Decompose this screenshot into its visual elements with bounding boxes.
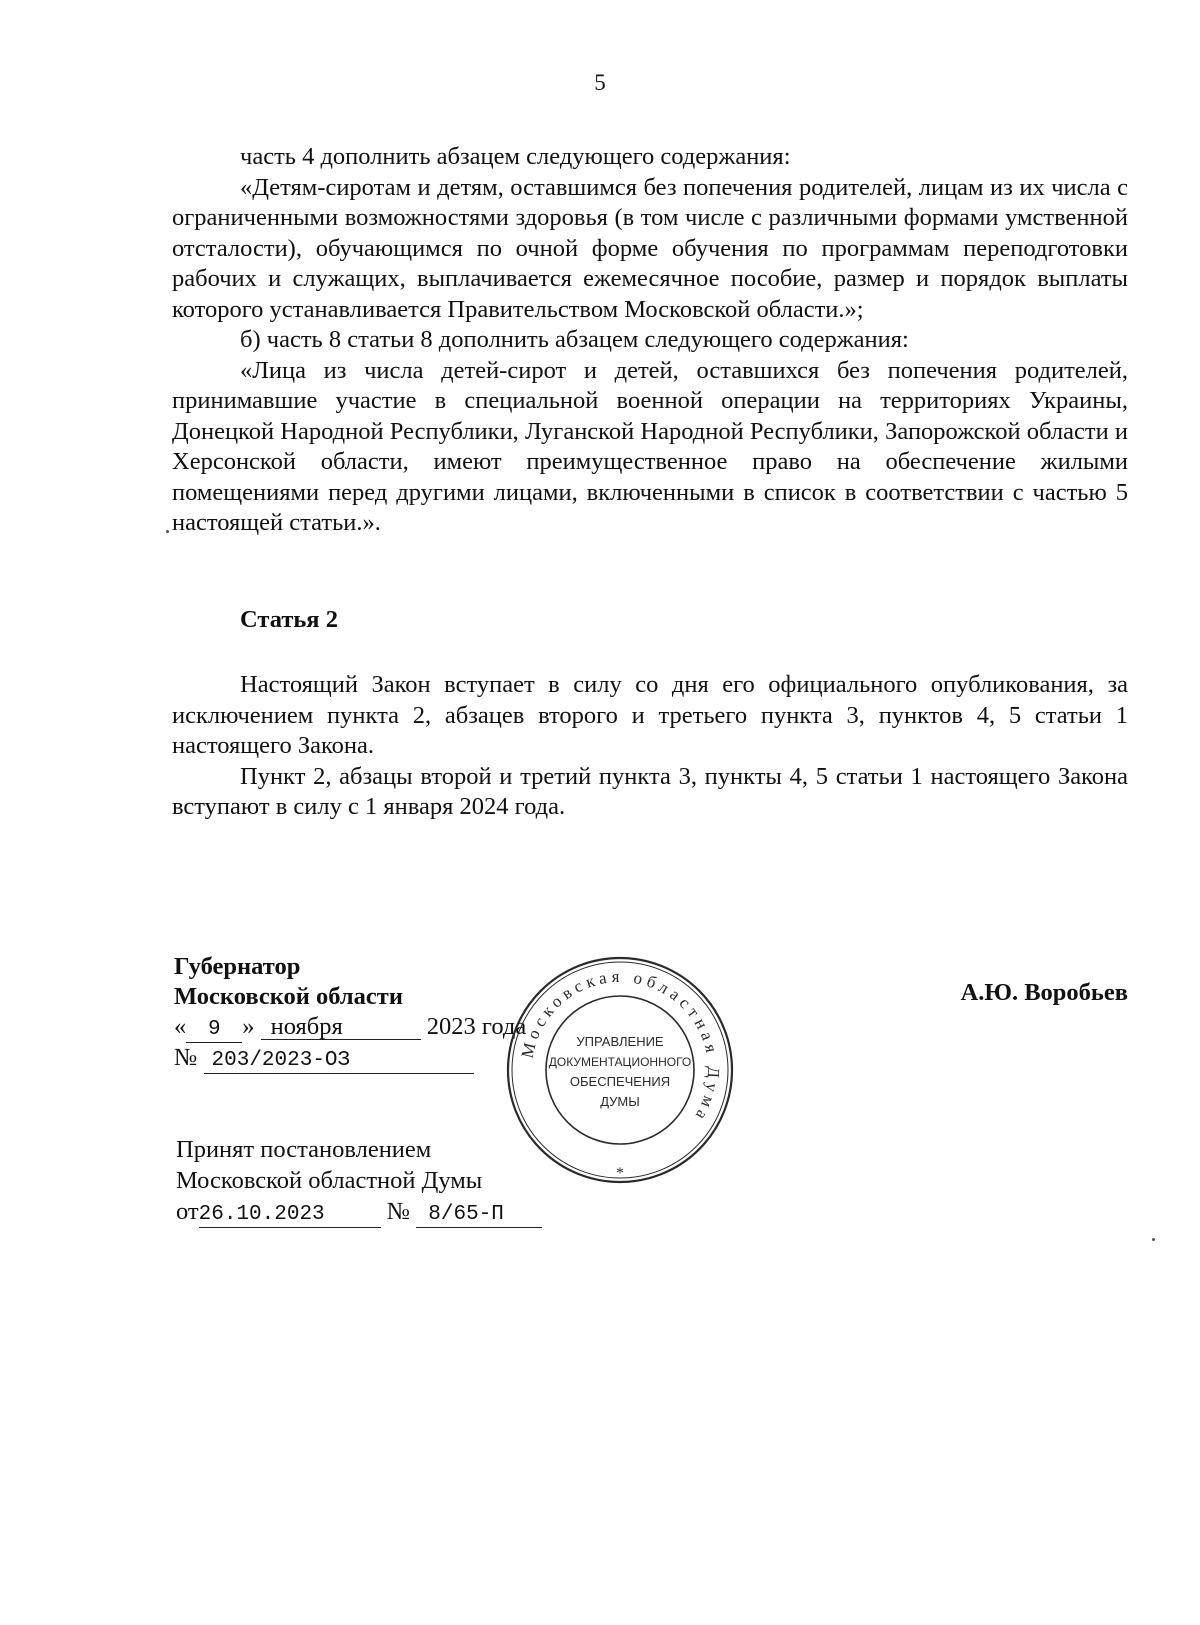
seal-line3: ОБЕСПЕЧЕНИЯ [569, 1074, 671, 1089]
amendment-paragraph: «Лица из числа детей-сирот и детей, оставшихся без попечения родителей, принимавшие участие в специальной военной операции на территориях Украины, Донецкой Народной Республики, Луганской Народной Республики, Запорожской области и Херсонской области, имеют преимущественное право на обеспечение жилыми помещениями перед другими лицами, включенными в список в соответствии с частью 5 настоящей статьи.». [172, 356, 1128, 536]
signing-date-line [174, 1012, 526, 1043]
quote-open: « [174, 1013, 187, 1040]
article-2-title: Статья 2 [240, 606, 338, 633]
signer-name: А.Ю. Воробьев [960, 979, 1128, 1006]
governor-signature-block [174, 952, 526, 1074]
scan-speck [1152, 1238, 1155, 1241]
signing-month-field: ноября [261, 1015, 421, 1040]
scan-speck [166, 530, 169, 533]
law-number-line [174, 1043, 526, 1074]
seal-outer-ring-thin [512, 962, 728, 1178]
seal-inner-ring [546, 996, 694, 1144]
governor-title-line1: Губернатор [174, 953, 301, 980]
seal-line2: ДОКУМЕНТАЦИОННОГО [548, 1055, 692, 1069]
quote-close: » [242, 1013, 255, 1040]
adoption-block [176, 1134, 542, 1228]
amendment-paragraph: «Детям-сиротам и детям, оставшимся без попечения родителей, лицам из их числа с ограниченными возможностями здоровья (в том числе с различными формами умственной отсталости), обучающимся по очной форме обучения по программам переподготовки рабочих и служащих, выплачивается ежемесячное пособие, размер и порядок выплаты которого устанавливается Правительством Московской области.»; [172, 173, 1128, 323]
governor-title-line2: Московской области [174, 983, 403, 1010]
amendment-paragraph: б) часть 8 статьи 8 дополнить абзацем следующего содержания: [240, 326, 909, 353]
adoption-number-field: 8/65-П [416, 1203, 542, 1228]
law-number-label: № [174, 1044, 198, 1071]
seal-line4: ДУМЫ [600, 1094, 640, 1109]
official-seal-stamp [504, 954, 736, 1186]
adoption-date-field: 26.10.2023 [199, 1203, 381, 1228]
seal-ring-textpath: Московская областная Дума [517, 966, 724, 1127]
adoption-line1: Принят постановлением [176, 1136, 432, 1163]
adoption-from-label: от [176, 1198, 199, 1225]
seal-line1: УПРАВЛЕНИЕ [576, 1034, 664, 1049]
amendments-block [172, 142, 1128, 539]
article-paragraph: Пункт 2, абзацы второй и третий пункта 3, пункты 4, 5 статьи 1 настоящего Закона вступают в силу с 1 января 2024 года. [172, 762, 1128, 820]
adoption-date-line [176, 1196, 542, 1228]
law-number-field: 203/2023-ОЗ [204, 1049, 474, 1074]
page-number: 5 [594, 70, 606, 95]
article-2-body [172, 670, 1128, 823]
signing-day-field: 9 [186, 1018, 242, 1043]
seal-star: * [616, 1165, 624, 1182]
amendment-paragraph: часть 4 дополнить абзацем следующего содержания: [240, 143, 791, 170]
article-paragraph: Настоящий Закон вступает в силу со дня его официального опубликования, за исключением пункта 2, абзацев второго и третьего пункта 3, пунктов 4, 5 статьи 1 настоящего Закона. [172, 671, 1128, 759]
seal-outer-ring [508, 958, 732, 1182]
adoption-line2: Московской областной Думы [176, 1167, 483, 1194]
adoption-number-label: № [386, 1198, 411, 1225]
signing-year: 2023 года [426, 1013, 527, 1040]
